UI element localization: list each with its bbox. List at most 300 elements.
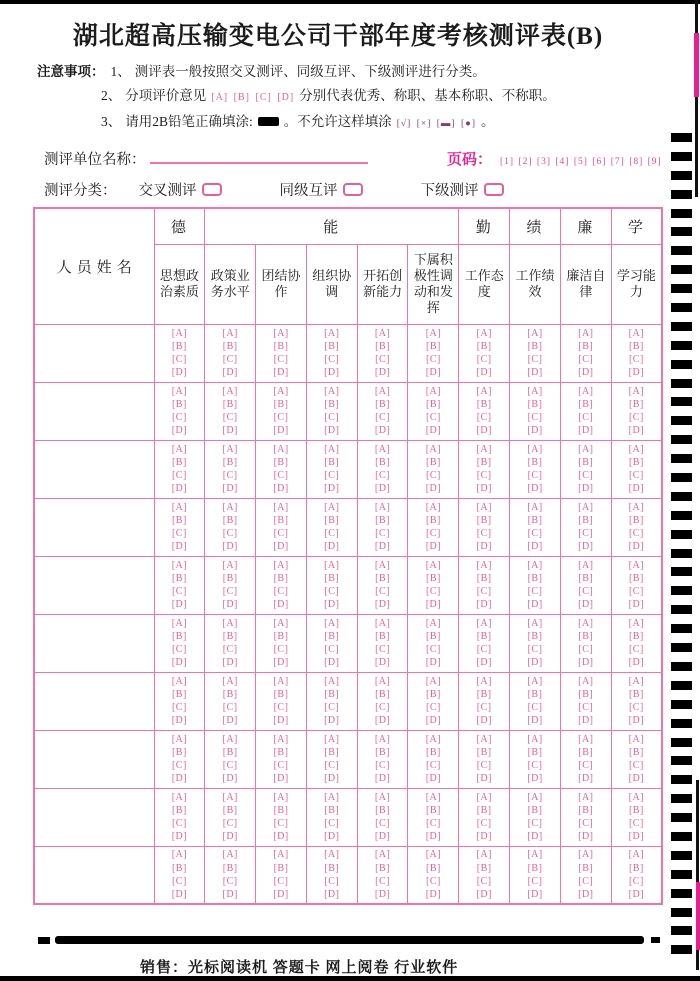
option-bubble-d[interactable]: [D]	[628, 367, 645, 379]
option-bubble-d[interactable]: [D]	[527, 425, 543, 437]
option-bubble-b[interactable]: [B]	[578, 630, 594, 642]
option-bubble-a[interactable]: [A]	[374, 327, 391, 339]
option-bubble-c[interactable]: [C]	[273, 818, 289, 829]
option-bubble-a[interactable]: [A]	[527, 791, 543, 803]
option-bubble-a[interactable]: [A]	[374, 501, 391, 513]
option-bubble-d[interactable]: [D]	[527, 715, 543, 727]
option-bubble-c[interactable]: [C]	[476, 470, 492, 481]
option-bubble-b[interactable]: [B]	[527, 746, 543, 758]
option-bubble-d[interactable]: [D]	[425, 483, 442, 495]
option-bubble-d[interactable]: [D]	[628, 831, 645, 843]
option-bubble-d[interactable]: [D]	[222, 541, 238, 553]
option-bubble-b[interactable]: [B]	[375, 514, 390, 526]
option-bubble-b[interactable]: [B]	[578, 746, 594, 758]
option-bubble-d[interactable]: [D]	[425, 541, 442, 553]
option-bubble-b[interactable]: [B]	[476, 630, 492, 642]
option-bubble-d[interactable]: [D]	[527, 657, 543, 669]
option-bubble-b[interactable]: [B]	[628, 514, 644, 526]
option-bubble-a[interactable]: [A]	[425, 327, 442, 339]
option-bubble-d[interactable]: [D]	[374, 367, 391, 379]
option-bubble-a[interactable]: [A]	[374, 733, 391, 745]
option-bubble-b[interactable]: [B]	[222, 514, 238, 526]
option-bubble-c[interactable]: [C]	[425, 586, 441, 597]
option-bubble-b[interactable]: [B]	[273, 862, 289, 874]
option-bubble-a[interactable]: [A]	[374, 791, 391, 803]
option-bubble-a[interactable]: [A]	[324, 849, 340, 861]
option-bubble-d[interactable]: [D]	[171, 888, 188, 900]
option-bubble-a[interactable]: [A]	[171, 791, 188, 803]
checkbox-subordinate-eval[interactable]	[484, 183, 504, 196]
option-bubble-b[interactable]: [B]	[273, 456, 289, 468]
option-bubble-a[interactable]: [A]	[476, 791, 492, 803]
option-bubble-b[interactable]: [B]	[628, 746, 644, 758]
option-bubble-c[interactable]: [C]	[375, 586, 390, 597]
option-bubble-b[interactable]: [B]	[222, 340, 238, 352]
name-cell[interactable]	[34, 498, 154, 556]
option-bubble-c[interactable]: [C]	[273, 412, 289, 423]
option-bubble-b[interactable]: [B]	[171, 340, 187, 352]
option-bubble-b[interactable]: [B]	[527, 862, 543, 874]
option-bubble-d[interactable]: [D]	[578, 367, 594, 379]
option-bubble-a[interactable]: [A]	[222, 327, 238, 339]
page-bubble-6[interactable]: [6]	[592, 157, 607, 167]
option-bubble-d[interactable]: [D]	[222, 773, 238, 785]
option-bubble-a[interactable]: [A]	[527, 675, 543, 687]
option-bubble-b[interactable]: [B]	[527, 688, 543, 700]
option-bubble-a[interactable]: [A]	[324, 675, 340, 687]
option-bubble-a[interactable]: [A]	[273, 675, 289, 687]
option-bubble-c[interactable]: [C]	[324, 470, 340, 481]
option-bubble-a[interactable]: [A]	[578, 617, 594, 629]
option-bubble-a[interactable]: [A]	[171, 501, 188, 513]
option-bubble-d[interactable]: [D]	[425, 715, 442, 727]
option-bubble-c[interactable]: [C]	[375, 818, 390, 829]
option-bubble-d[interactable]: [D]	[324, 599, 340, 611]
option-bubble-c[interactable]: [C]	[375, 644, 390, 655]
option-bubble-a[interactable]: [A]	[628, 385, 645, 397]
option-bubble-c[interactable]: [C]	[222, 760, 238, 771]
option-bubble-a[interactable]: [A]	[324, 443, 340, 455]
page-bubble-9[interactable]: [9]	[647, 157, 662, 167]
option-bubble-a[interactable]: [A]	[578, 443, 594, 455]
option-bubble-d[interactable]: [D]	[273, 541, 289, 553]
option-bubble-c[interactable]: [C]	[273, 702, 289, 713]
option-bubble-c[interactable]: [C]	[628, 586, 644, 597]
option-bubble-b[interactable]: [B]	[476, 340, 492, 352]
option-bubble-b[interactable]: [B]	[628, 630, 644, 642]
option-bubble-d[interactable]: [D]	[222, 425, 238, 437]
option-bubble-b[interactable]: [B]	[375, 688, 390, 700]
option-bubble-a[interactable]: [A]	[425, 443, 442, 455]
option-bubble-b[interactable]: [B]	[628, 340, 644, 352]
option-bubble-c[interactable]: [C]	[222, 354, 238, 365]
option-bubble-c[interactable]: [C]	[222, 702, 238, 713]
option-bubble-d[interactable]: [D]	[222, 483, 238, 495]
option-bubble-c[interactable]: [C]	[171, 470, 187, 481]
option-bubble-c[interactable]: [C]	[425, 875, 441, 887]
option-bubble-d[interactable]: [D]	[476, 773, 492, 785]
option-bubble-a[interactable]: [A]	[171, 327, 188, 339]
option-bubble-d[interactable]: [D]	[171, 541, 188, 553]
option-bubble-c[interactable]: [C]	[222, 528, 238, 539]
option-bubble-b[interactable]: [B]	[476, 572, 492, 584]
option-bubble-b[interactable]: [B]	[375, 572, 390, 584]
option-bubble-a[interactable]: [A]	[273, 443, 289, 455]
option-bubble-a[interactable]: [A]	[578, 501, 594, 513]
page-bubble-8[interactable]: [8]	[629, 157, 644, 167]
option-bubble-a[interactable]: [A]	[273, 849, 289, 861]
option-bubble-a[interactable]: [A]	[324, 501, 340, 513]
option-bubble-c[interactable]: [C]	[425, 528, 441, 539]
option-bubble-a[interactable]: [A]	[628, 849, 645, 861]
option-bubble-c[interactable]: [C]	[273, 354, 289, 365]
option-bubble-d[interactable]: [D]	[171, 715, 188, 727]
option-bubble-a[interactable]: [A]	[527, 733, 543, 745]
option-bubble-d[interactable]: [D]	[527, 541, 543, 553]
option-bubble-d[interactable]: [D]	[222, 888, 238, 900]
option-bubble-c[interactable]: [C]	[171, 412, 187, 423]
option-bubble-d[interactable]: [D]	[171, 599, 188, 611]
option-bubble-c[interactable]: [C]	[222, 644, 238, 655]
option-bubble-a[interactable]: [A]	[222, 675, 238, 687]
option-bubble-d[interactable]: [D]	[628, 888, 645, 900]
option-bubble-c[interactable]: [C]	[425, 702, 441, 713]
option-bubble-c[interactable]: [C]	[375, 760, 390, 771]
option-bubble-a[interactable]: [A]	[578, 385, 594, 397]
option-bubble-c[interactable]: [C]	[222, 412, 238, 423]
option-bubble-d[interactable]: [D]	[374, 483, 391, 495]
option-bubble-a[interactable]: [A]	[578, 675, 594, 687]
option-bubble-c[interactable]: [C]	[578, 818, 594, 829]
option-bubble-d[interactable]: [D]	[171, 425, 188, 437]
option-bubble-b[interactable]: [B]	[476, 862, 492, 874]
option-bubble-b[interactable]: [B]	[578, 398, 594, 410]
option-bubble-d[interactable]: [D]	[273, 657, 289, 669]
option-bubble-b[interactable]: [B]	[171, 804, 187, 816]
option-bubble-d[interactable]: [D]	[628, 773, 645, 785]
option-bubble-c[interactable]: [C]	[273, 586, 289, 597]
option-bubble-a[interactable]: [A]	[425, 733, 442, 745]
option-bubble-a[interactable]: [A]	[374, 559, 391, 571]
option-bubble-a[interactable]: [A]	[578, 849, 594, 861]
option-bubble-b[interactable]: [B]	[222, 746, 238, 758]
option-bubble-c[interactable]: [C]	[425, 644, 441, 655]
option-bubble-d[interactable]: [D]	[527, 599, 543, 611]
option-bubble-b[interactable]: [B]	[425, 804, 441, 816]
option-bubble-b[interactable]: [B]	[171, 688, 187, 700]
option-bubble-d[interactable]: [D]	[171, 367, 188, 379]
option-bubble-a[interactable]: [A]	[171, 733, 188, 745]
option-bubble-a[interactable]: [A]	[324, 327, 340, 339]
option-bubble-d[interactable]: [D]	[476, 425, 492, 437]
option-bubble-a[interactable]: [A]	[476, 733, 492, 745]
option-bubble-d[interactable]: [D]	[628, 541, 645, 553]
option-bubble-d[interactable]: [D]	[628, 715, 645, 727]
option-bubble-b[interactable]: [B]	[375, 398, 390, 410]
option-bubble-c[interactable]: [C]	[578, 586, 594, 597]
option-bubble-b[interactable]: [B]	[476, 746, 492, 758]
option-bubble-d[interactable]: [D]	[578, 831, 594, 843]
option-bubble-c[interactable]: [C]	[425, 412, 441, 423]
option-bubble-a[interactable]: [A]	[374, 443, 391, 455]
option-bubble-a[interactable]: [A]	[171, 675, 188, 687]
option-bubble-c[interactable]: [C]	[375, 702, 390, 713]
option-bubble-b[interactable]: [B]	[425, 746, 441, 758]
option-bubble-c[interactable]: [C]	[375, 875, 390, 887]
option-bubble-b[interactable]: [B]	[171, 398, 187, 410]
option-bubble-d[interactable]: [D]	[425, 888, 442, 900]
option-bubble-b[interactable]: [B]	[375, 746, 390, 758]
option-bubble-d[interactable]: [D]	[476, 831, 492, 843]
option-bubble-b[interactable]: [B]	[222, 456, 238, 468]
option-bubble-c[interactable]: [C]	[273, 470, 289, 481]
option-bubble-a[interactable]: [A]	[222, 443, 238, 455]
option-bubble-d[interactable]: [D]	[374, 715, 391, 727]
option-bubble-c[interactable]: [C]	[628, 760, 644, 771]
option-bubble-d[interactable]: [D]	[273, 888, 289, 900]
option-bubble-b[interactable]: [B]	[375, 340, 390, 352]
option-bubble-d[interactable]: [D]	[324, 367, 340, 379]
option-bubble-d[interactable]: [D]	[476, 888, 492, 900]
option-bubble-d[interactable]: [D]	[222, 715, 238, 727]
option-bubble-a[interactable]: [A]	[324, 733, 340, 745]
option-bubble-b[interactable]: [B]	[425, 688, 441, 700]
option-bubble-b[interactable]: [B]	[324, 340, 340, 352]
option-bubble-c[interactable]: [C]	[628, 702, 644, 713]
option-bubble-a[interactable]: [A]	[425, 501, 442, 513]
option-bubble-c[interactable]: [C]	[171, 702, 187, 713]
option-bubble-b[interactable]: [B]	[527, 456, 543, 468]
option-bubble-b[interactable]: [B]	[324, 398, 340, 410]
option-bubble-a[interactable]: [A]	[222, 849, 238, 861]
option-bubble-a[interactable]: [A]	[324, 559, 340, 571]
option-bubble-d[interactable]: [D]	[425, 367, 442, 379]
option-bubble-c[interactable]: [C]	[527, 470, 543, 481]
option-bubble-d[interactable]: [D]	[578, 715, 594, 727]
option-bubble-b[interactable]: [B]	[628, 804, 644, 816]
option-bubble-c[interactable]: [C]	[476, 818, 492, 829]
option-bubble-a[interactable]: [A]	[324, 617, 340, 629]
option-bubble-a[interactable]: [A]	[578, 733, 594, 745]
option-bubble-d[interactable]: [D]	[578, 425, 594, 437]
option-bubble-c[interactable]: [C]	[628, 644, 644, 655]
option-bubble-b[interactable]: [B]	[324, 688, 340, 700]
option-bubble-d[interactable]: [D]	[425, 657, 442, 669]
option-bubble-d[interactable]: [D]	[273, 831, 289, 843]
option-bubble-b[interactable]: [B]	[171, 456, 187, 468]
option-bubble-d[interactable]: [D]	[476, 599, 492, 611]
option-bubble-d[interactable]: [D]	[578, 599, 594, 611]
option-bubble-a[interactable]: [A]	[476, 675, 492, 687]
option-bubble-d[interactable]: [D]	[425, 425, 442, 437]
option-bubble-c[interactable]: [C]	[578, 760, 594, 771]
name-cell[interactable]	[34, 846, 154, 904]
option-bubble-c[interactable]: [C]	[171, 875, 187, 887]
option-bubble-c[interactable]: [C]	[527, 702, 543, 713]
option-bubble-a[interactable]: [A]	[628, 501, 645, 513]
option-bubble-a[interactable]: [A]	[476, 327, 492, 339]
option-bubble-d[interactable]: [D]	[171, 773, 188, 785]
option-bubble-d[interactable]: [D]	[476, 715, 492, 727]
option-bubble-c[interactable]: [C]	[375, 470, 390, 481]
option-bubble-c[interactable]: [C]	[375, 412, 390, 423]
option-bubble-a[interactable]: [A]	[222, 733, 238, 745]
option-bubble-b[interactable]: [B]	[324, 456, 340, 468]
option-bubble-c[interactable]: [C]	[273, 760, 289, 771]
option-bubble-b[interactable]: [B]	[171, 746, 187, 758]
name-cell[interactable]	[34, 730, 154, 788]
option-bubble-b[interactable]: [B]	[425, 630, 441, 642]
option-bubble-c[interactable]: [C]	[375, 354, 390, 365]
option-bubble-c[interactable]: [C]	[628, 354, 644, 365]
option-bubble-a[interactable]: [A]	[222, 791, 238, 803]
option-bubble-d[interactable]: [D]	[527, 831, 543, 843]
option-bubble-d[interactable]: [D]	[476, 541, 492, 553]
option-bubble-c[interactable]: [C]	[273, 875, 289, 887]
option-bubble-d[interactable]: [D]	[628, 599, 645, 611]
option-bubble-d[interactable]: [D]	[324, 831, 340, 843]
option-bubble-c[interactable]: [C]	[476, 875, 492, 887]
option-bubble-b[interactable]: [B]	[578, 804, 594, 816]
option-bubble-d[interactable]: [D]	[476, 483, 492, 495]
option-bubble-c[interactable]: [C]	[171, 586, 187, 597]
option-bubble-a[interactable]: [A]	[425, 675, 442, 687]
option-bubble-c[interactable]: [C]	[628, 470, 644, 481]
option-bubble-a[interactable]: [A]	[425, 385, 442, 397]
option-bubble-a[interactable]: [A]	[628, 617, 645, 629]
option-bubble-d[interactable]: [D]	[273, 599, 289, 611]
option-bubble-c[interactable]: [C]	[476, 528, 492, 539]
option-bubble-a[interactable]: [A]	[476, 501, 492, 513]
option-bubble-b[interactable]: [B]	[628, 688, 644, 700]
option-bubble-d[interactable]: [D]	[222, 657, 238, 669]
page-bubble-5[interactable]: [5]	[573, 157, 588, 167]
option-bubble-b[interactable]: [B]	[425, 456, 441, 468]
option-bubble-c[interactable]: [C]	[527, 528, 543, 539]
option-bubble-a[interactable]: [A]	[527, 849, 543, 861]
option-bubble-b[interactable]: [B]	[273, 630, 289, 642]
option-bubble-d[interactable]: [D]	[425, 773, 442, 785]
option-bubble-a[interactable]: [A]	[374, 385, 391, 397]
name-cell[interactable]	[34, 556, 154, 614]
option-bubble-d[interactable]: [D]	[222, 599, 238, 611]
option-bubble-c[interactable]: [C]	[222, 818, 238, 829]
option-bubble-c[interactable]: [C]	[425, 818, 441, 829]
option-bubble-c[interactable]: [C]	[324, 586, 340, 597]
name-cell[interactable]	[34, 382, 154, 440]
option-bubble-a[interactable]: [A]	[222, 385, 238, 397]
option-bubble-a[interactable]: [A]	[171, 849, 188, 861]
page-bubble-3[interactable]: [3]	[536, 157, 551, 167]
option-bubble-a[interactable]: [A]	[476, 849, 492, 861]
option-bubble-d[interactable]: [D]	[628, 483, 645, 495]
option-bubble-c[interactable]: [C]	[324, 702, 340, 713]
option-bubble-a[interactable]: [A]	[476, 559, 492, 571]
option-bubble-c[interactable]: [C]	[476, 586, 492, 597]
option-bubble-c[interactable]: [C]	[578, 412, 594, 423]
option-bubble-c[interactable]: [C]	[476, 760, 492, 771]
option-bubble-a[interactable]: [A]	[171, 559, 188, 571]
option-bubble-b[interactable]: [B]	[324, 746, 340, 758]
option-bubble-a[interactable]: [A]	[273, 385, 289, 397]
name-cell[interactable]	[34, 672, 154, 730]
option-bubble-b[interactable]: [B]	[527, 340, 543, 352]
option-bubble-b[interactable]: [B]	[171, 630, 187, 642]
option-bubble-b[interactable]: [B]	[222, 398, 238, 410]
option-bubble-a[interactable]: [A]	[222, 559, 238, 571]
option-bubble-d[interactable]: [D]	[273, 367, 289, 379]
option-bubble-b[interactable]: [B]	[476, 804, 492, 816]
option-bubble-b[interactable]: [B]	[324, 862, 340, 874]
option-bubble-b[interactable]: [B]	[476, 456, 492, 468]
option-bubble-a[interactable]: [A]	[578, 559, 594, 571]
option-bubble-b[interactable]: [B]	[222, 630, 238, 642]
option-bubble-b[interactable]: [B]	[375, 630, 390, 642]
checkbox-cross-eval[interactable]	[202, 183, 222, 196]
option-bubble-b[interactable]: [B]	[222, 862, 238, 874]
option-bubble-b[interactable]: [B]	[476, 398, 492, 410]
option-bubble-a[interactable]: [A]	[374, 849, 391, 861]
option-bubble-d[interactable]: [D]	[273, 773, 289, 785]
option-bubble-b[interactable]: [B]	[222, 688, 238, 700]
option-bubble-d[interactable]: [D]	[273, 715, 289, 727]
option-bubble-c[interactable]: [C]	[171, 644, 187, 655]
option-bubble-a[interactable]: [A]	[578, 791, 594, 803]
option-bubble-d[interactable]: [D]	[527, 367, 543, 379]
option-bubble-d[interactable]: [D]	[425, 831, 442, 843]
option-bubble-b[interactable]: [B]	[476, 514, 492, 526]
option-bubble-a[interactable]: [A]	[425, 849, 442, 861]
option-bubble-c[interactable]: [C]	[222, 586, 238, 597]
option-bubble-a[interactable]: [A]	[425, 559, 442, 571]
option-bubble-c[interactable]: [C]	[527, 875, 543, 887]
option-bubble-b[interactable]: [B]	[527, 398, 543, 410]
option-bubble-c[interactable]: [C]	[628, 412, 644, 423]
option-bubble-b[interactable]: [B]	[324, 514, 340, 526]
option-bubble-d[interactable]: [D]	[527, 483, 543, 495]
option-bubble-c[interactable]: [C]	[324, 528, 340, 539]
option-bubble-b[interactable]: [B]	[527, 804, 543, 816]
option-bubble-c[interactable]: [C]	[527, 354, 543, 365]
option-bubble-a[interactable]: [A]	[628, 675, 645, 687]
option-bubble-b[interactable]: [B]	[628, 572, 644, 584]
option-bubble-b[interactable]: [B]	[425, 340, 441, 352]
option-bubble-b[interactable]: [B]	[578, 688, 594, 700]
option-bubble-c[interactable]: [C]	[628, 875, 644, 887]
name-cell[interactable]	[34, 614, 154, 672]
option-bubble-a[interactable]: [A]	[628, 791, 645, 803]
option-bubble-d[interactable]: [D]	[628, 657, 645, 669]
option-bubble-b[interactable]: [B]	[222, 572, 238, 584]
option-bubble-b[interactable]: [B]	[273, 804, 289, 816]
option-bubble-a[interactable]: [A]	[628, 733, 645, 745]
option-bubble-c[interactable]: [C]	[527, 586, 543, 597]
option-bubble-b[interactable]: [B]	[171, 572, 187, 584]
option-bubble-a[interactable]: [A]	[171, 443, 188, 455]
option-bubble-b[interactable]: [B]	[628, 456, 644, 468]
option-bubble-c[interactable]: [C]	[578, 702, 594, 713]
option-bubble-c[interactable]: [C]	[324, 818, 340, 829]
option-bubble-a[interactable]: [A]	[273, 501, 289, 513]
option-bubble-d[interactable]: [D]	[425, 599, 442, 611]
option-bubble-c[interactable]: [C]	[578, 470, 594, 481]
option-bubble-b[interactable]: [B]	[578, 514, 594, 526]
option-bubble-a[interactable]: [A]	[476, 617, 492, 629]
option-bubble-c[interactable]: [C]	[222, 470, 238, 481]
option-bubble-b[interactable]: [B]	[375, 862, 390, 874]
option-bubble-c[interactable]: [C]	[171, 528, 187, 539]
page-bubble-4[interactable]: [4]	[555, 157, 570, 167]
